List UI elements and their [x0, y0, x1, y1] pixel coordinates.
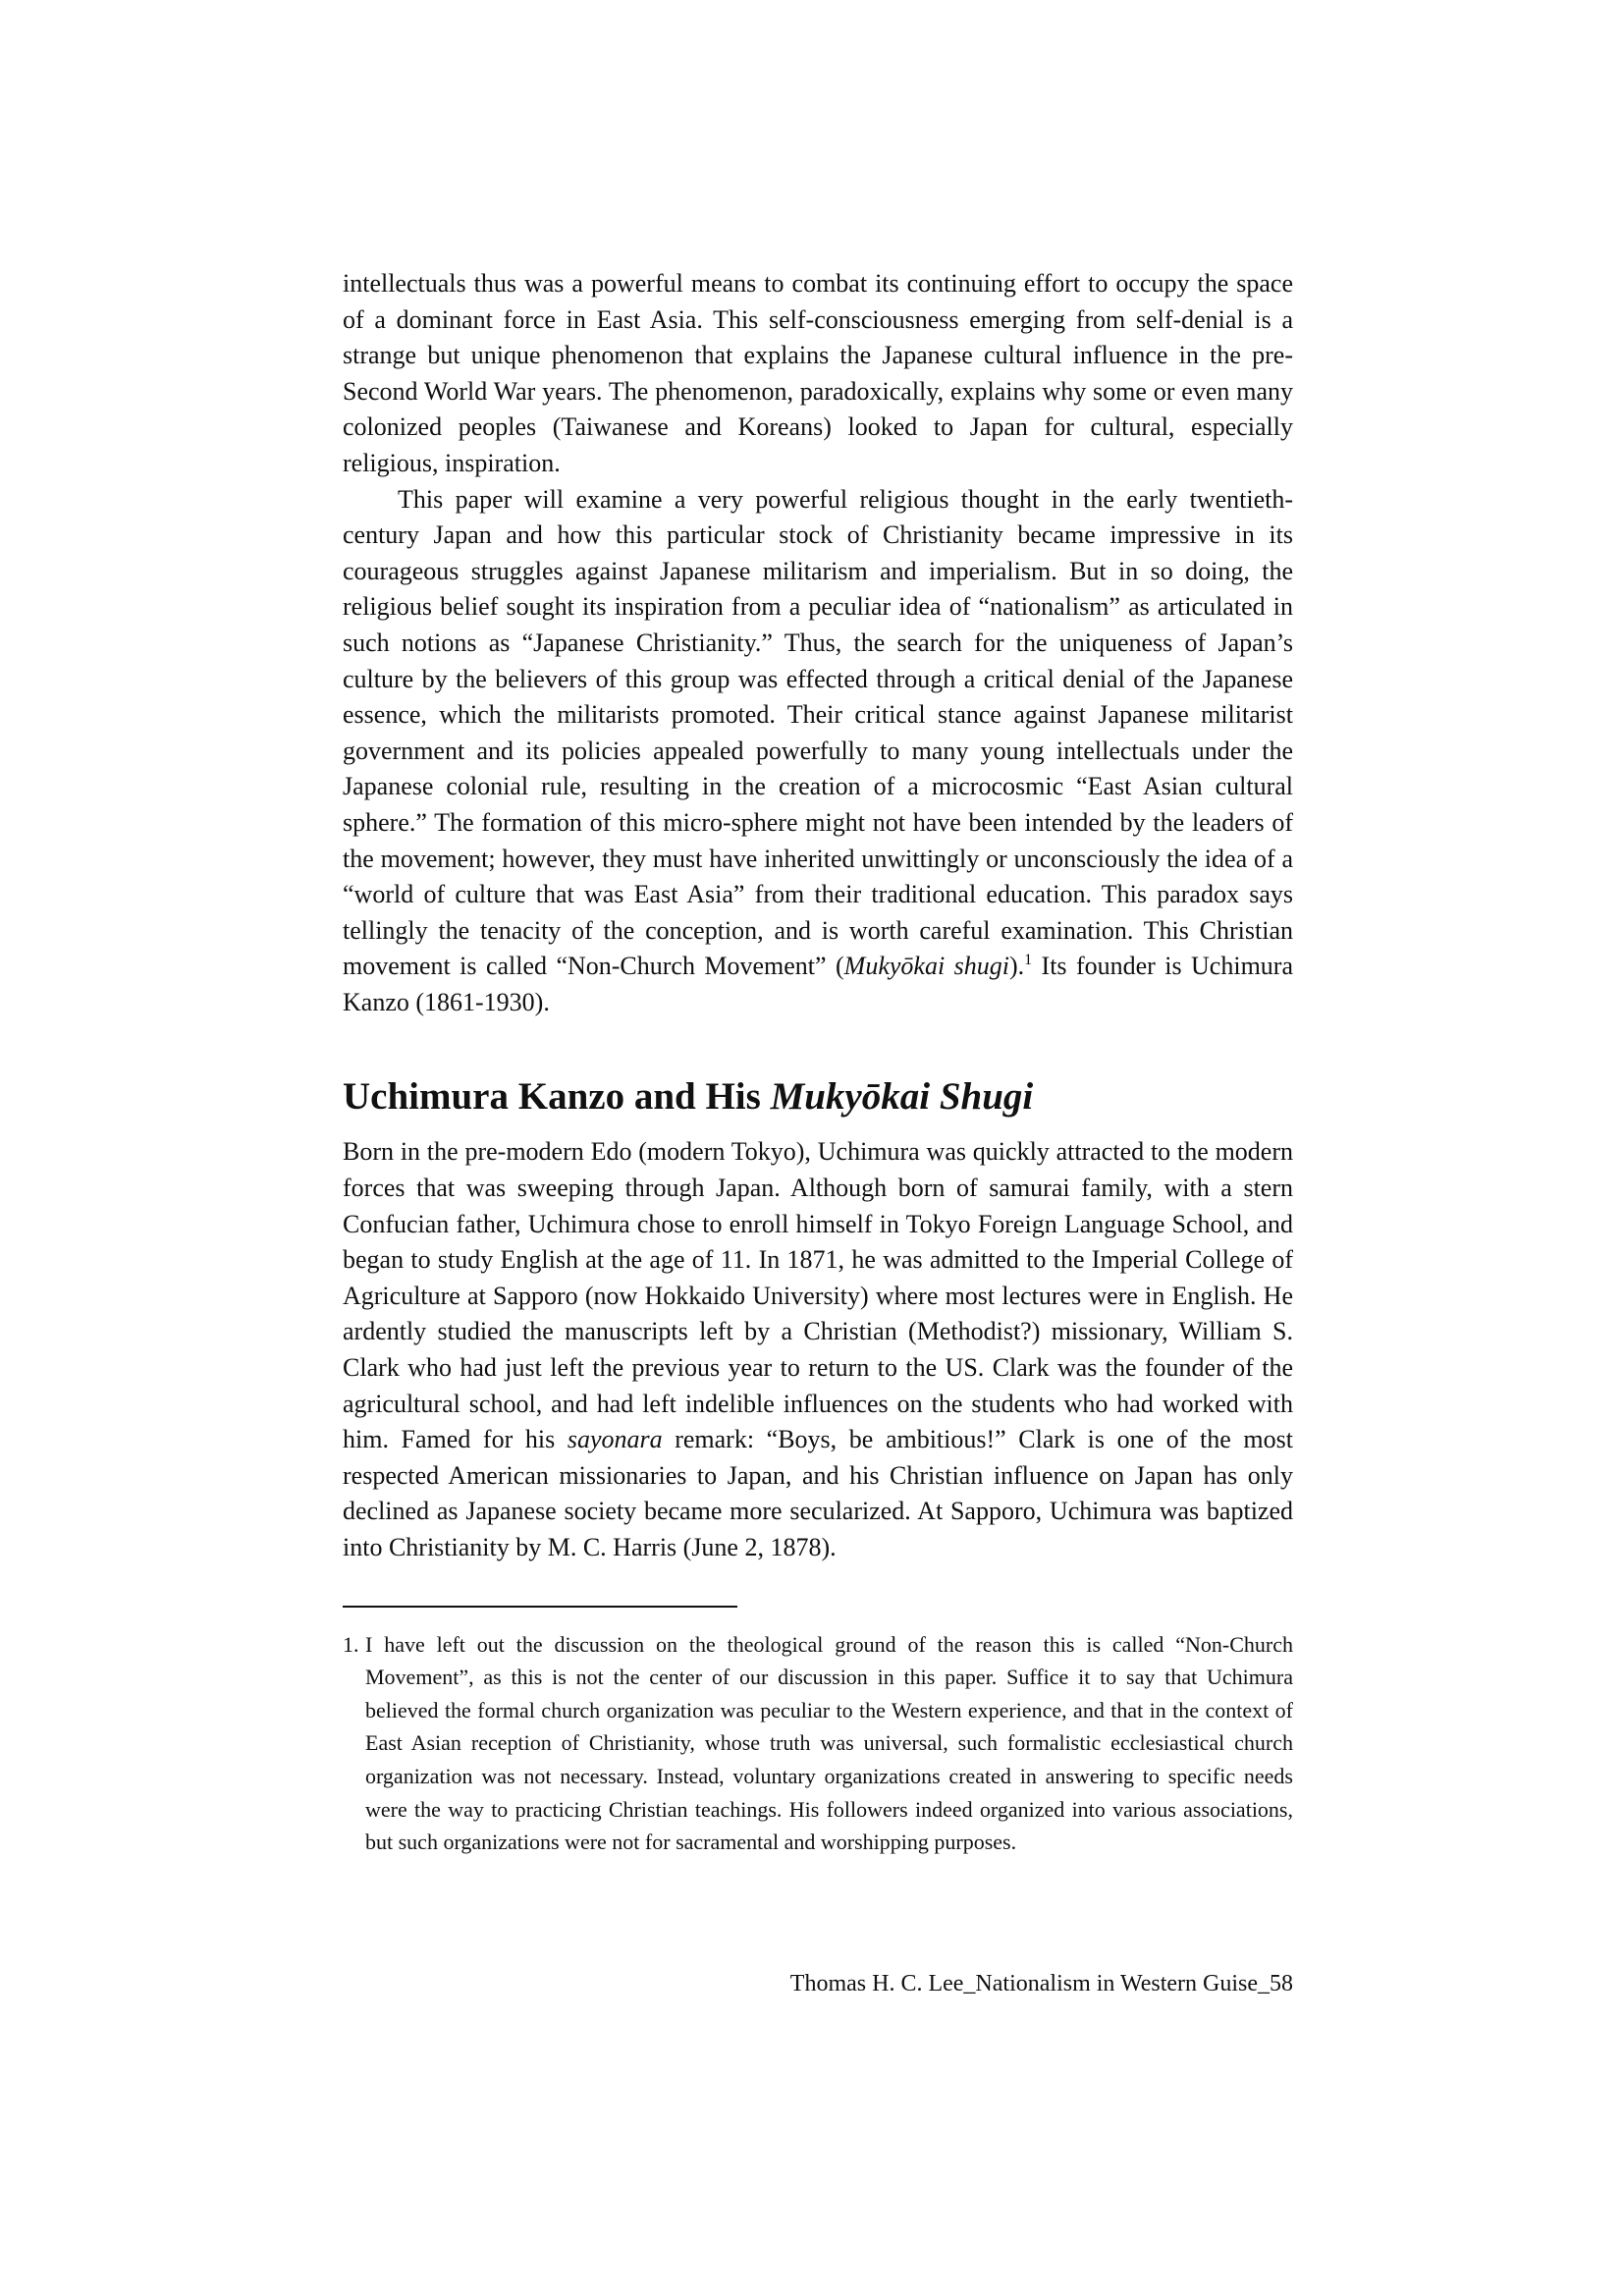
body-paragraph-1-text: intellectuals thus was a powerful means to combat its continuing effort to occupy the space of a dominant force in East Asia. This self-consciousness emerging from self-denial is a strange but unique phenomenon that explains the Japanese cultural influence in the pre-Second World War years. The phenomenon, paradoxically, explains why some or even many colonized peoples (Taiwanese and Koreans) looked to Japan for cultural, especially religious, inspiration. — [343, 269, 1293, 477]
body-paragraph-2-text-a: This paper will examine a very powerful religious thought in the early twentieth-century Japan and how this particular stock of Christianity became impressive in its courageous struggles against Japanese militarism and imperialism. But in so doing, the religious belief sought its inspiration from a peculiar idea of “nationalism” as articulated in such notions as “Japanese Christianity.” Thus, the search for the uniqueness of Japan’s culture by the believers of this group was effected through a critical denial of the Japanese essence, which the militarists promoted. Their critical stance against Japanese militarist government and its policies appealed powerfully to many young intellectuals under the Japanese colonial rule, resulting in the creation of a microcosmic “East Asian cultural sphere.” The formation of this micro-sphere might not have been intended by the leaders of the movement; however, they must have inherited unwittingly or unconsciously the idea of a “world of culture that was East Asia” from their traditional education. This paradox says tellingly the tenacity of the conception, and is worth careful examination. This Christian movement is called “Non-Church Movement” ( — [343, 484, 1293, 981]
footnote-marker[interactable]: 1 — [1024, 952, 1033, 969]
section-paragraph-text-b: remark: “Boys, be ambitious!” Clark is one of the most respected American missionaries to Japan, and his Christian influence on Japan has only declined as Japanese society became more secularized. At Sapporo, Uchimura was baptized into Christianity by M. C. Harris (June 2, 1878). — [343, 1425, 1293, 1561]
section-paragraph-text-a: Born in the pre-modern Edo (modern Tokyo), Uchimura was quickly attracted to the modern forces that was sweeping through Japan. Although born of samurai family, with a stern Confucian father, Uchimura chose to enroll himself in Tokyo Foreign Language School, and began to study English at the age of 11. In 1871, he was admitted to the Imperial College of Agriculture at Sapporo (now Hokkaido University) where most lectures were in English. He ardently studied the manuscripts left by a Christian (Methodist?) missionary, William S. Clark who had just left the previous year to return to the US. Clark was the founder of the agricultural school, and had left indelible influences on the students who had worked with him. Famed for his — [343, 1137, 1293, 1454]
body-paragraph-2-italic-term: Mukyōkai shugi — [843, 952, 1009, 981]
section-heading — [343, 1073, 1293, 1121]
footnote-divider — [343, 1606, 737, 1608]
footnote — [343, 1628, 1293, 1859]
section-paragraph-italic: sayonara — [567, 1425, 663, 1454]
section-paragraph — [343, 1134, 1293, 1565]
running-footer: Thomas H. C. Lee_Nationalism in Western Guise_58 — [789, 1971, 1293, 1996]
body-paragraph-2 — [343, 482, 1293, 1021]
body-paragraph-1 — [343, 266, 1293, 482]
section-heading-plain: Uchimura Kanzo and His — [343, 1075, 771, 1119]
body-paragraph-2-text-c: Its founder is Uchimura Kanzo (1861-1930). — [343, 952, 1293, 1016]
page-content — [343, 266, 1293, 1859]
section-heading-italic: Mukyōkai Shugi — [770, 1075, 1034, 1119]
footnote-text: I have left out the discussion on the theological ground of the reason this is called “Non-Church Movement”, as this is not the center of our discussion in this paper. Suffice it to say that Uchimura believed the formal church organization was peculiar to the Western experience, and that in the context of East Asian reception of Christianity, whose truth was universal, such formalistic ecclesiastical church organization was not necessary. Instead, voluntary organizations created in answering to specific needs were the way to practicing Christian teachings. His followers indeed organized into various associations, but such organizations were not for sacramental and worshipping purposes. — [365, 1631, 1293, 1855]
body-paragraph-2-text-b: ). — [1008, 952, 1025, 981]
footnote-number: 1. — [343, 1631, 359, 1657]
